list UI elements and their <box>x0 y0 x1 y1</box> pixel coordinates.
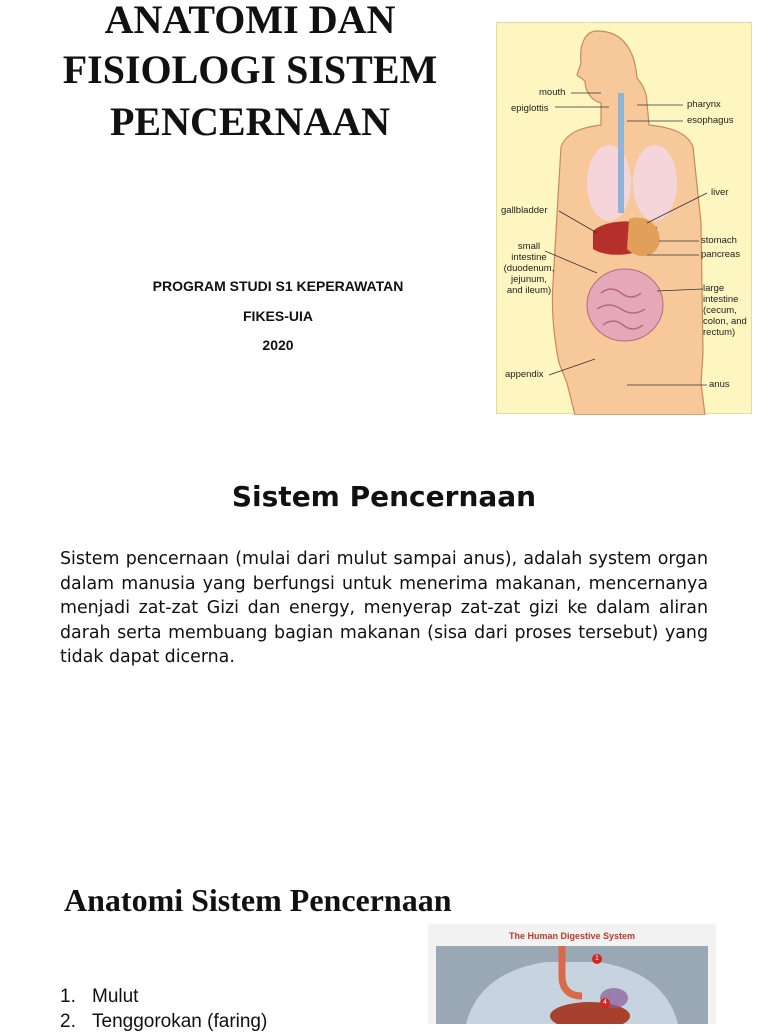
list-item-number: 1. <box>60 986 76 1007</box>
label-small-intestine-line: intestine <box>511 252 547 263</box>
slide-2-heading: Sistem Pencernaan <box>231 480 537 513</box>
list-item-text: Tenggorokan (faring) <box>92 1011 268 1032</box>
label-gallbladder: gallbladder <box>501 205 548 216</box>
digestive-system-illustration <box>496 22 752 414</box>
figure-title: The Human Digestive System <box>508 931 636 941</box>
label-pharynx: pharynx <box>687 99 721 110</box>
label-large-intestine-line: intestine <box>703 294 739 305</box>
list-item <box>60 984 267 1009</box>
label-large-intestine-line: large <box>703 283 725 294</box>
label-pancreas: pancreas <box>701 249 741 260</box>
left-lung <box>587 145 631 221</box>
label-small-intestine <box>501 241 557 296</box>
torso-svg <box>436 946 708 1024</box>
title-line-1: ANATOMI DAN <box>104 0 396 42</box>
marker-1: 1 <box>592 954 602 964</box>
label-small-intestine-line: and ileum) <box>506 285 552 296</box>
label-small-intestine-line: jejunum, <box>511 274 547 285</box>
title-line-3: PENCERNAAN <box>110 99 390 144</box>
intestines-shape <box>587 269 663 341</box>
slide-3-heading: Anatomi Sistem Pencernaan <box>64 882 452 918</box>
label-large-intestine-line: rectum) <box>703 327 736 338</box>
list-item-number: 2. <box>60 1011 76 1032</box>
body-diagram-svg <box>497 23 753 415</box>
right-lung <box>633 145 677 221</box>
label-esophagus: esophagus <box>687 115 734 126</box>
title-line-2: FISIOLOGI SISTEM <box>62 47 438 92</box>
label-appendix: appendix <box>505 369 544 380</box>
label-liver: liver <box>711 187 729 198</box>
year-text: 2020 <box>262 337 294 353</box>
label-large-intestine-line: colon, and <box>703 316 747 327</box>
label-mouth: mouth <box>539 87 566 98</box>
label-small-intestine-line: (duodenum, <box>503 263 555 274</box>
label-small-intestine-line: small <box>517 241 541 252</box>
slide-2-paragraph: Sistem pencernaan (mulai dari mulut sampai anus), adalah system organ dalam manusia yang berfungsi untuk menerima makanan, mencernanya menjadi zat-zat Gizi dan energy, menyerap zat-zat gizi ke dalam aliran darah serta membuang bagian makanan (sisa dari proses tersebut) yang tidak dapat dicerna. <box>60 549 708 668</box>
program-text: PROGRAM STUDI S1 KEPERAWATAN <box>152 278 404 294</box>
label-large-intestine-line: (cecum, <box>703 305 737 316</box>
label-epiglottis: epiglottis <box>511 103 549 114</box>
anatomy-list <box>60 984 267 1034</box>
label-large-intestine <box>703 283 747 338</box>
list-item <box>60 1009 267 1034</box>
list-item-text: Mulut <box>92 986 139 1007</box>
faculty-text: FIKES-UIA <box>243 308 313 324</box>
marker-4: 4 <box>600 998 610 1008</box>
human-digestive-system-figure <box>428 924 716 1024</box>
figure-torso-panel <box>436 946 708 1024</box>
label-anus: anus <box>709 379 730 390</box>
label-stomach: stomach <box>701 235 737 246</box>
